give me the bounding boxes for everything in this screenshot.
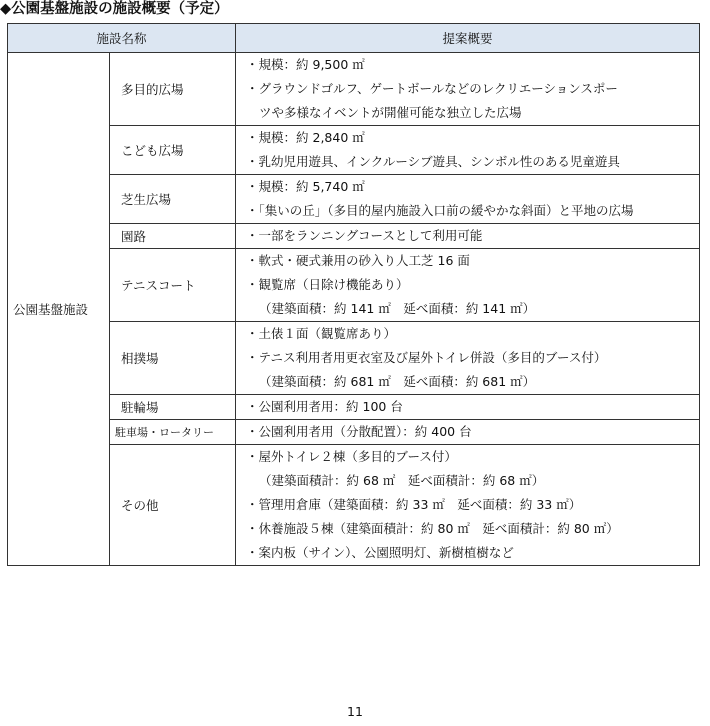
facility-summary-cell xyxy=(236,395,700,420)
summary-line: ・軟式・硬式兼用の砂入り人工芝 16 面 xyxy=(246,253,470,268)
facility-summary-cell xyxy=(236,322,700,395)
summary-line: ・規模：約 9,500 ㎡ xyxy=(246,57,365,72)
summary-line: （建築面積：約 681 ㎡ 延べ面積：約 681 ㎡） xyxy=(259,374,536,389)
summary-line: ・規模：約 2,840 ㎡ xyxy=(246,130,365,145)
summary-line: （建築面積計：約 68 ㎡ 延べ面積計：約 68 ㎡） xyxy=(259,473,545,488)
facility-table xyxy=(7,23,700,566)
summary-line: ツや多様なイベントが開催可能な独立した広場 xyxy=(259,105,522,120)
document-title: ◆公園基盤施設の施設概要（予定） xyxy=(0,1,229,17)
table-row xyxy=(8,175,700,224)
summary-line: ・観覧席（日除け機能あり） xyxy=(246,277,409,292)
facility-name-cell: 駐車場・ロータリー xyxy=(110,420,236,445)
table-row xyxy=(8,445,700,566)
facility-summary-cell xyxy=(236,420,700,445)
summary-line: ・公園利用者用（分散配置）：約 400 台 xyxy=(246,424,472,439)
header-row xyxy=(8,24,700,53)
table-row xyxy=(8,420,700,445)
summary-line: （建築面積：約 141 ㎡ 延べ面積：約 141 ㎡） xyxy=(259,301,536,316)
facility-summary-cell xyxy=(236,126,700,175)
summary-line: ・土俵１面（観覧席あり） xyxy=(246,326,397,341)
facility-name-cell: その他 xyxy=(110,445,236,566)
summary-line: ・案内板（サイン）、公園照明灯、新樹植樹など xyxy=(246,545,514,560)
facility-summary-cell xyxy=(236,224,700,249)
page-number: 11 xyxy=(347,704,363,719)
table-row xyxy=(8,53,700,126)
table-row xyxy=(8,249,700,322)
facility-table-header xyxy=(8,24,700,53)
table-row xyxy=(8,126,700,175)
facility-name-cell: 駐輪場 xyxy=(110,395,236,420)
table-row xyxy=(8,395,700,420)
table-row xyxy=(8,322,700,395)
header-proposal-summary: 提案概要 xyxy=(236,24,700,53)
facility-name-cell: 芝生広場 xyxy=(110,175,236,224)
facility-name-cell: 多目的広場 xyxy=(110,53,236,126)
facility-name-cell: こども広場 xyxy=(110,126,236,175)
table-row xyxy=(8,224,700,249)
facility-table-body xyxy=(8,53,700,566)
facility-name-cell: テニスコート xyxy=(110,249,236,322)
facility-summary-cell xyxy=(236,53,700,126)
facility-summary-cell xyxy=(236,175,700,224)
summary-line: ・管理用倉庫（建築面積：約 33 ㎡ 延べ面積：約 33 ㎡） xyxy=(246,497,582,512)
summary-line: ・「集いの丘」（多目的屋内施設入口前の緩やかな斜面）と平地の広場 xyxy=(246,203,634,218)
summary-line: ・屋外トイレ２棟（多目的ブース付） xyxy=(246,449,457,464)
facility-summary-cell xyxy=(236,249,700,322)
summary-line: ・一部をランニングコースとして利用可能 xyxy=(246,228,483,243)
summary-line: ・テニス利用者用更衣室及び屋外トイレ併設（多目的ブース付） xyxy=(246,350,607,365)
summary-line: ・規模：約 5,740 ㎡ xyxy=(246,179,365,194)
facility-name-cell: 相撲場 xyxy=(110,322,236,395)
summary-line: ・休養施設５棟（建築面積計：約 80 ㎡ 延べ面積計：約 80 ㎡） xyxy=(246,521,619,536)
summary-line: ・グラウンドゴルフ、ゲートボールなどのレクリエーションスポー xyxy=(246,81,618,96)
facility-name-cell: 園路 xyxy=(110,224,236,249)
facility-summary-cell xyxy=(236,445,700,566)
header-facility-name: 施設名称 xyxy=(8,24,236,53)
group-cell: 公園基盤施設 xyxy=(8,53,110,566)
summary-line: ・公園利用者用：約 100 台 xyxy=(246,399,403,414)
summary-line: ・乳幼児用遊具、インクルーシブ遊具、シンボル性のある児童遊具 xyxy=(246,154,620,169)
